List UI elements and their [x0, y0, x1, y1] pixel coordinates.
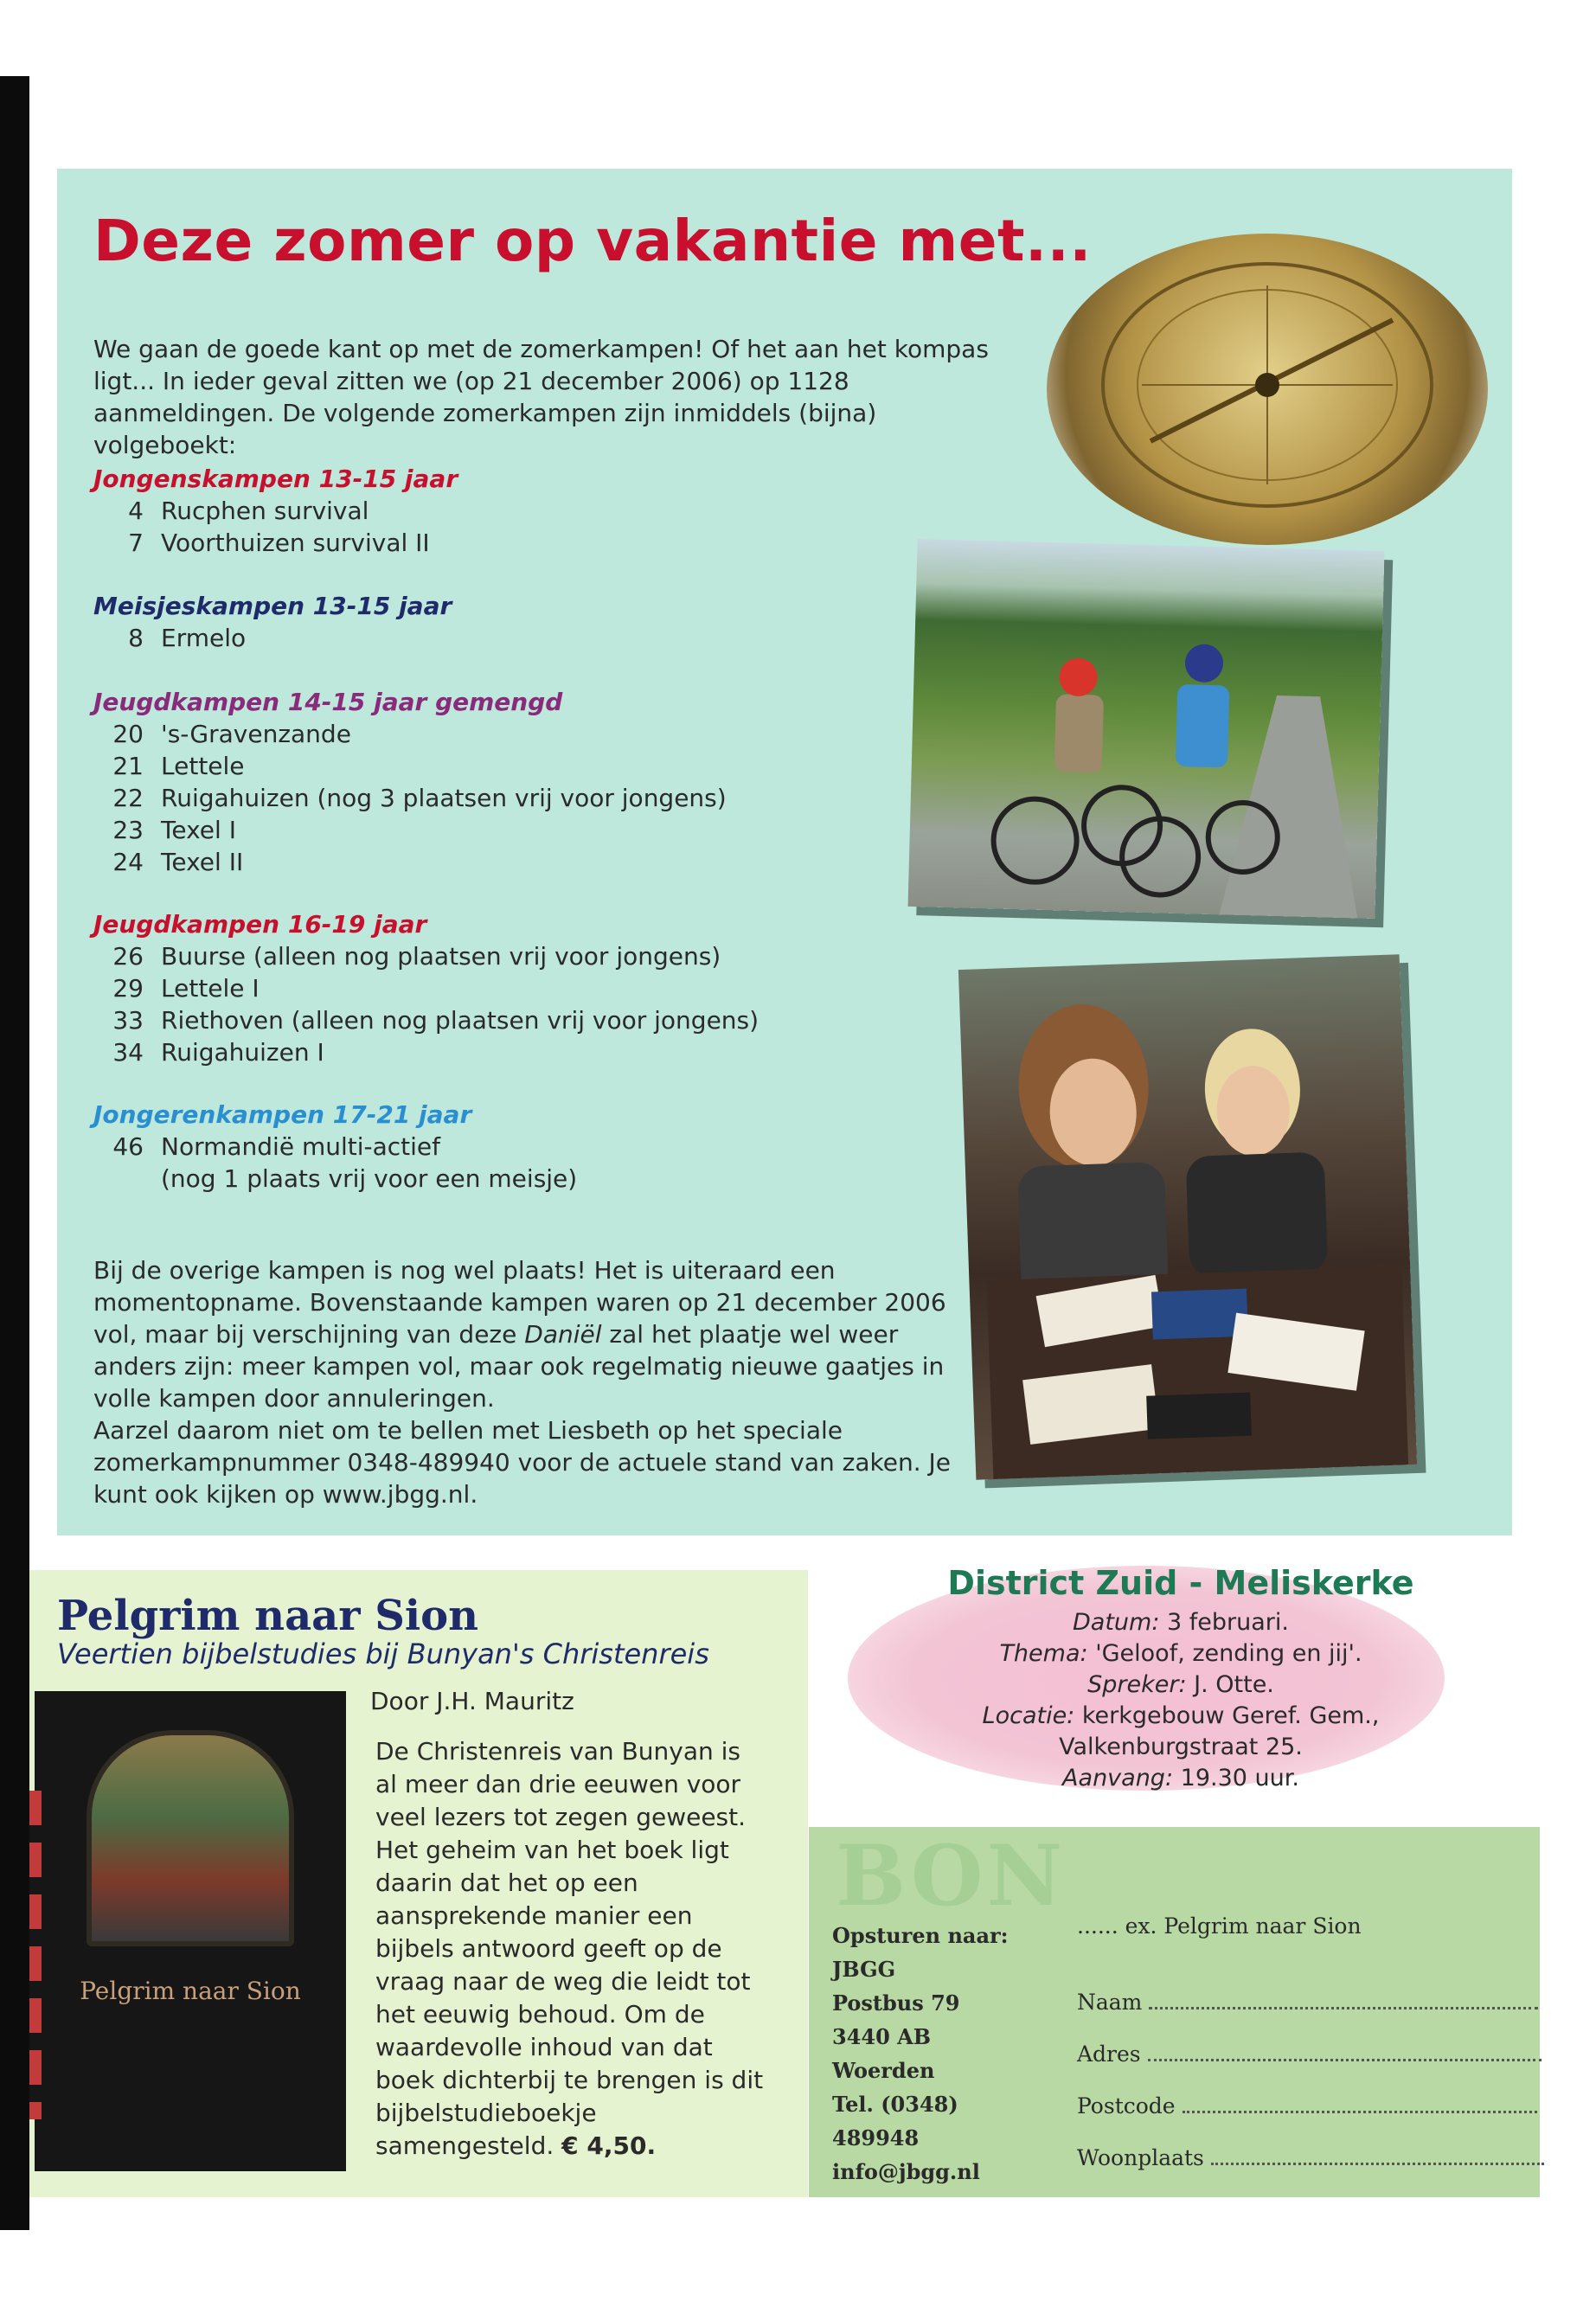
- book-subtitle: Veertien bijbelstudies bij Bunyan's Christenreis: [57, 1638, 709, 1670]
- camp-item: [93, 718, 872, 750]
- camp-item: [93, 1036, 872, 1068]
- camp-number: 22: [112, 784, 144, 812]
- camp-name: Buurse (alleen nog plaatsen vrij voor jongens): [161, 942, 721, 971]
- camp-name: Texel II: [161, 848, 244, 876]
- coupon-send-to-label: Opsturen naar:: [832, 1923, 1009, 1948]
- camp-item: [93, 814, 872, 846]
- camp-number: 20: [112, 720, 144, 748]
- book-description: De Christenreis van Bunyan is al meer dan drie eeuwen voor veel lezers tot zegen geweest. Het geheim van het boek ligt daarin dat het op een aansprekende manier een bijbels antwoord geeft op de vraag naar de weg die leidt tot het eeuwig behoud. Om de waardevolle inhoud van dat boek dichterbij te brengen is dit bijbelstudieboekje samengesteld. € 4,50.: [375, 1737, 764, 2160]
- compass-image: [1047, 234, 1488, 545]
- cyclists-photo: [908, 539, 1385, 919]
- camp-number: 24: [112, 848, 144, 876]
- camp-name: Texel I: [161, 816, 236, 844]
- order-quantity-line[interactable]: ...... ex. Pelgrim naar Sion: [1077, 1913, 1362, 1939]
- address-field[interactable]: Adres: [1077, 2041, 1542, 2067]
- district-title: District Zuid - Meliskerke: [947, 1564, 1414, 1602]
- camp-name: Riethoven (alleen nog plaatsen vrij voor jongens): [161, 1006, 760, 1035]
- camp-item: [93, 972, 872, 1004]
- camp-name: Voorthuizen survival II: [161, 529, 430, 557]
- camp-name: Ruigahuizen I: [161, 1038, 324, 1067]
- postcode-field[interactable]: Postcode: [1077, 2093, 1537, 2118]
- camp-item: [93, 782, 872, 814]
- city-field[interactable]: Woonplaats: [1077, 2145, 1544, 2170]
- camp-number: 8: [128, 624, 144, 652]
- camp-number: 4: [128, 497, 144, 525]
- camp-group-title: Jeugdkampen 14-15 jaar gemengd: [93, 688, 563, 716]
- camp-number: 7: [128, 529, 144, 557]
- camp-number: 34: [112, 1038, 144, 1067]
- coupon-address-line: Postbus 79: [832, 1990, 960, 2016]
- camp-name: Rucphen survival: [161, 497, 369, 525]
- coupon-address-line: Woerden: [832, 2058, 935, 2083]
- camp-item: [93, 846, 872, 878]
- camp-number: 23: [112, 816, 144, 844]
- camp-name: Lettele I: [161, 974, 260, 1003]
- book-cover-title: Pelgrim naar Sion: [80, 1977, 301, 2005]
- coupon-address-line: 3440 AB: [832, 2024, 932, 2049]
- camp-item: [93, 527, 872, 559]
- camp-name: 's-Gravenzande: [161, 720, 351, 748]
- camp-item: [93, 750, 872, 782]
- district-date: Datum: 3 februari.: [1073, 1609, 1289, 1636]
- book-author: Door J.H. Mauritz: [370, 1687, 574, 1715]
- compass-icon: [1047, 234, 1488, 545]
- district-speaker: Spreker: J. Otte.: [1087, 1671, 1274, 1698]
- camp-name: Lettele: [161, 752, 245, 780]
- cyclists-illustration: [908, 539, 1385, 919]
- camp-group-title: Jongerenkampen 17-21 jaar: [93, 1100, 472, 1129]
- camp-number: 21: [112, 752, 144, 780]
- camp-group: [93, 1099, 872, 1195]
- book-price: € 4,50.: [561, 2131, 657, 2160]
- outro-paragraph-1: Bij de overige kampen is nog wel plaats! Het is uiteraard een momentopname. Bovenstaande kampen waren op 21 december 2006 vol, maar bij verschijning van deze Daniël zal het plaatje wel weer anders zijn: meer kampen vol, maar ook regelmatig nieuwe gaatjes in volle kampen door annuleringen.: [93, 1256, 946, 1413]
- coupon-address: [832, 1919, 1040, 2189]
- camp-name: Ermelo: [161, 624, 247, 652]
- camp-item: [93, 1131, 872, 1163]
- name-field[interactable]: Naam: [1077, 1990, 1538, 2015]
- coupon-address-line: Tel. (0348): [832, 2092, 958, 2117]
- book-title: Pelgrim naar Sion: [57, 1592, 479, 1640]
- district-address: Valkenburgstraat 25.: [1059, 1734, 1303, 1760]
- camp-item: [93, 940, 872, 972]
- camp-number: 29: [112, 974, 144, 1003]
- book-spine-stripes: [29, 1791, 42, 2119]
- page-edge-bar: [0, 76, 29, 2230]
- camp-number: 26: [112, 942, 144, 971]
- camp-group-title: Jeugdkampen 16-19 jaar: [93, 910, 427, 939]
- camp-number: 46: [112, 1132, 144, 1161]
- coupon-address-line: JBGG: [832, 1957, 896, 1982]
- camp-group: [93, 590, 872, 654]
- book-cover: [35, 1691, 346, 2171]
- bible-study-photo: [958, 954, 1417, 1479]
- camp-item: [93, 622, 872, 654]
- camp-group: [93, 686, 872, 878]
- stained-glass-window: [87, 1730, 294, 1946]
- camp-group-title: Meisjeskampen 13-15 jaar: [93, 592, 452, 620]
- coupon-address-line[interactable]: info@jbgg.nl: [832, 2159, 980, 2184]
- district-start: Aanvang: 19.30 uur.: [1062, 1765, 1299, 1791]
- camp-group: [93, 463, 872, 559]
- bible-study-illustration: [958, 954, 1417, 1479]
- camp-note: (nog 1 plaats vrij voor een meisje): [161, 1164, 578, 1193]
- district-theme: Thema: 'Geloof, zending en jij'.: [999, 1640, 1362, 1667]
- camp-group-title: Jongenskampen 13-15 jaar: [93, 465, 458, 493]
- camp-group: [93, 908, 872, 1068]
- coupon-title: BON: [836, 1827, 1067, 1925]
- camp-number: 33: [112, 1006, 144, 1035]
- camp-name: Normandië multi-actief: [161, 1132, 441, 1161]
- outro-paragraph-2: Aarzel daarom niet om te bellen met Liesbeth op het speciale zomerkampnummer 0348-489940 voor de actuele stand van zaken. Je kunt ook kijken op www.jbgg.nl.: [93, 1416, 952, 1509]
- camp-item: [93, 495, 872, 527]
- intro-paragraph: We gaan de goede kant op met de zomerkampen! Of het aan het kompas ligt... In ieder geval zitten we (op 21 december 2006) op 1128 aanmeldingen. De volgende zomerkampen zijn inmiddels (bijna) volgeboekt:: [93, 335, 989, 459]
- outro-text: [93, 1254, 958, 1510]
- camp-item: [93, 1004, 872, 1036]
- district-location: Locatie: kerkgebouw Geref. Gem.,: [982, 1702, 1380, 1729]
- coupon-address-line: 489948: [832, 2125, 920, 2150]
- district-details: [809, 1607, 1553, 1794]
- camp-name: Ruigahuizen (nog 3 plaatsen vrij voor jongens): [161, 784, 727, 812]
- page-title: Deze zomer op vakantie met...: [93, 208, 1092, 274]
